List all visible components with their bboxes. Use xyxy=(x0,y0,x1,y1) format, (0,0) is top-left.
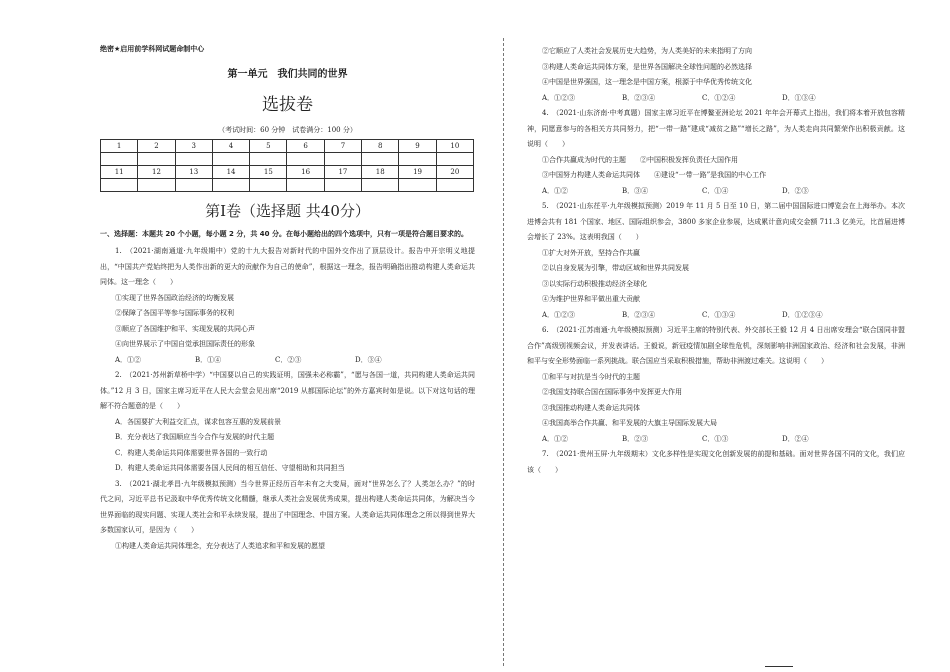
q5-option: ③以实际行动积极推动经济全球化 xyxy=(542,279,647,288)
answer-cell xyxy=(362,179,399,192)
answer-cell xyxy=(287,179,324,192)
q1-choice-b: B．①④ xyxy=(195,355,222,364)
answer-grid-number: 7 xyxy=(324,140,361,153)
q5-choices xyxy=(527,308,905,324)
q2-option: A．各国要扩大利益交汇点，谋求包容互惠的发展前景 xyxy=(115,417,282,426)
q5-choice-a: A．①②③ xyxy=(542,310,576,319)
answer-grid-number: 2 xyxy=(138,140,175,153)
q6-choices xyxy=(527,432,905,448)
q7-stem: 7. （2021·贵州玉屏·九年级期末）文化多样性是实现文化创新发展的前提和基础。面对世界各国不同的文化，我们应该（ ） xyxy=(527,450,905,474)
q1-option: ③顺应了各国维护和平、实现发展的共同心声 xyxy=(115,324,255,333)
q1-option: ④向世界展示了中国自觉承担国际责任的形象 xyxy=(115,340,255,348)
answer-cell xyxy=(287,153,324,166)
q5-option: ①扩大对外开放，坚持合作共赢 xyxy=(542,248,640,257)
q5-option: ④为维护世界和平做出重大贡献 xyxy=(542,295,640,303)
answer-grid-number: 13 xyxy=(175,166,212,179)
column-divider xyxy=(503,38,504,666)
answer-cell xyxy=(436,153,473,166)
answer-cell xyxy=(175,179,212,192)
part1-title: 第Ⅰ卷（选择题 共40分） xyxy=(205,202,370,220)
answer-grid-number: 5 xyxy=(250,140,287,153)
q6-option: ④我国高举合作共赢、和平发展的大旗主导国际发展大局 xyxy=(542,419,717,427)
q4-choice-b: B．③④ xyxy=(622,186,649,195)
answer-grid-blank-row-1 xyxy=(101,153,474,166)
unit-title: 第一单元 我们共同的世界 xyxy=(227,69,348,80)
q2-option: C．构建人类命运共同体需要世界各国的一致行动 xyxy=(115,448,268,457)
q1-stem: 1. （2021·湖南通道·九年级期中）党的十九大报告对新时代的中国外交作出了顶层设计。报告中开宗明义地提出，“中国共产党始终把为人类作出新的更大的贡献作为自己的使命”，根据这一理念，报告明确指出推动构建人类命运共同体。这一理念（ ） xyxy=(100,247,475,286)
answer-grid-number: 6 xyxy=(287,140,324,153)
q5-option: ②以自身发展为引擎，带动区域和世界共同发展 xyxy=(542,264,689,272)
q6-option: ②我国支持联合国在国际事务中发挥更大作用 xyxy=(542,388,682,396)
answer-grid-header-row-1 xyxy=(101,140,474,153)
q2-option: B．充分表达了我国顺应当今合作与发展的时代主题 xyxy=(115,433,275,441)
answer-cell xyxy=(362,153,399,166)
q1-option: ②保障了各国平等参与国际事务的权利 xyxy=(115,309,234,317)
answer-grid xyxy=(100,139,474,192)
q6-option: ①和平与对抗是当今时代的主题 xyxy=(542,372,640,381)
answer-cell xyxy=(212,179,249,192)
answer-cell xyxy=(175,153,212,166)
part1-instructions: 一、选择题：本题共 20 个小题，每小题 2 分，共 40 分。在每小题给出的四个选项中，只有一项是符合题目要求的。 xyxy=(100,230,468,238)
q3-option: ①构建人类命运共同体理念，充分表达了人类追求和平和发展的愿望 xyxy=(115,541,325,550)
answer-grid-number: 19 xyxy=(399,166,436,179)
answer-cell xyxy=(138,179,175,192)
answer-cell xyxy=(138,153,175,166)
answer-grid-number: 18 xyxy=(362,166,399,179)
q4-option: ①合作共赢成为时代的主题 ②中国积极发挥负责任大国作用 xyxy=(542,155,738,164)
q1-option: ①实现了世界各国政治经济的均衡发展 xyxy=(115,293,234,302)
q6-stem: 6. （2021·江苏南通·九年级模拟预测）习近平主席的特别代表、外交部长王毅 12 月 4 日出席安理会“联合国同非盟合作”高级别视频会议，并发表讲话。王毅说，新冠疫情加剧全球性危机，深刻影响非洲国家政治、经济和社会发展，非洲和平与安全形势面临一系列挑战。联合国应当采取积极措施，帮助非洲渡过难关。这说明（ ） xyxy=(527,326,905,365)
answer-grid-number: 10 xyxy=(436,140,473,153)
q5-stem: 5. （2021·山东茌平·九年级模拟预测）2019 年 11 月 5 日至 10 日，第二届中国国际进口博览会在上海举办。本次进博会共有 181 个国家、地区、国际组织参会，3800 多家企业参展，达成累计意向成交金额 711.3 亿美元，比首届进博会增长了 23%。这表明我国（ ） xyxy=(527,202,905,241)
answer-grid-number: 20 xyxy=(436,166,473,179)
q3-option: ③构建人类命运共同体方案，是世界各国解决全球性问题的必然选择 xyxy=(542,62,752,71)
q3-option: ④中国是世界强国，这一理念是中国方案，根源于中华优秀传统文化 xyxy=(542,78,752,86)
left-column xyxy=(100,44,475,554)
paper-type: 选拔卷 xyxy=(262,95,313,115)
answer-cell xyxy=(250,179,287,192)
q4-choice-a: A．①② xyxy=(542,186,569,195)
answer-cell xyxy=(399,153,436,166)
q3-option: ②它顺应了人类社会发展历史大趋势，为人类美好的未来指明了方向 xyxy=(542,47,752,55)
answer-grid-number: 14 xyxy=(212,166,249,179)
answer-cell xyxy=(436,179,473,192)
q3-choice-c: C．①②④ xyxy=(702,93,736,102)
answer-grid-number: 9 xyxy=(399,140,436,153)
q6-option: ③我国推动构建人类命运共同体 xyxy=(542,403,640,412)
answer-cell xyxy=(324,153,361,166)
q3-choice-d: D．①③④ xyxy=(782,93,816,102)
q3-stem: 3. （2021·湖北孝昌·九年级模拟预测）当今世界正经历百年未有之大变局，面对“世界怎么了？人类怎么办？”的时代之问，习近平总书记汲取中华优秀传统文化精髓，继承人类社会发展优秀成果，提出构建人类命运共同体，为解决当今世界面临的现实问题、实现人类社会和平永续发展，提出了中国理念、中国方案。人类命运共同体理念之所以得到世界大多数国家认可，是因为（ ） xyxy=(100,479,475,534)
answer-grid-number: 16 xyxy=(287,166,324,179)
q6-choice-b: B．②③ xyxy=(622,434,649,443)
q3-choice-a: A．①②③ xyxy=(542,93,576,102)
q3-choice-b: B．②③④ xyxy=(622,93,656,102)
answer-cell xyxy=(101,153,138,166)
answer-grid-number: 12 xyxy=(138,166,175,179)
q1-choice-d: D．③④ xyxy=(355,355,382,364)
q4-option: ③中国努力构建人类命运共同体 ④建设“一带一路”是我国的中心工作 xyxy=(542,171,767,179)
q5-choice-c: C．①③④ xyxy=(702,310,736,319)
answer-grid-number: 3 xyxy=(175,140,212,153)
q1-choices xyxy=(100,353,475,369)
answer-cell xyxy=(399,179,436,192)
exam-info: （考试时间：60 分钟 试卷满分：100 分） xyxy=(218,126,357,134)
q5-choice-d: D．①②③④ xyxy=(782,310,823,319)
answer-grid-number: 11 xyxy=(101,166,138,179)
q2-option: D．构建人类命运共同体需要各国人民间的相互信任、守望相助和共同担当 xyxy=(115,464,345,472)
answer-grid-number: 8 xyxy=(362,140,399,153)
q4-choice-c: C．①④ xyxy=(702,186,729,195)
answer-grid-number: 4 xyxy=(212,140,249,153)
q4-choices xyxy=(527,184,905,200)
q5-choice-b: B．②③④ xyxy=(622,310,656,319)
q1-choice-a: A．①② xyxy=(115,355,142,364)
q2-stem: 2. （2021·苏州新草桥中学）“中国要以自己的实践证明，国强未必称霸”，“愿与各国一道，共同构建人类命运共同体。”12 月 3 日，国家主席习近平在人民大会堂会见出席“2019 从都国际论坛”的外方嘉宾时如是说。以下对这句话的理解不符合题意的是（ ） xyxy=(100,371,475,410)
answer-grid-number: 15 xyxy=(250,166,287,179)
q4-stem: 4. （2021·山东济南·中考真题）国家主席习近平在博鳌亚洲论坛 2021 年年会开幕式上指出，我们将本着开放包容精神，同愿意参与的各相关方共同努力，把“一带一路”建成“减贫之路”“增长之路”，为人类走向共同繁荣作出积极贡献。这说明（ ） xyxy=(527,109,905,148)
answer-grid-header-row-2 xyxy=(101,166,474,179)
answer-grid-number: 17 xyxy=(324,166,361,179)
q6-choice-c: C．①③ xyxy=(702,434,729,443)
answer-grid-blank-row-2 xyxy=(101,179,474,192)
footer-rule xyxy=(765,666,793,667)
secret-label: 绝密★启用前学科网试题命制中心 xyxy=(100,45,205,53)
answer-cell xyxy=(101,179,138,192)
answer-cell xyxy=(324,179,361,192)
right-column xyxy=(527,44,905,478)
q6-choice-a: A．①② xyxy=(542,434,569,443)
q3-choices xyxy=(527,91,905,107)
q4-choice-d: D．②③ xyxy=(782,186,809,195)
q6-choice-d: D．②④ xyxy=(782,434,809,443)
answer-cell xyxy=(212,153,249,166)
q1-choice-c: C．②③ xyxy=(275,355,302,364)
answer-cell xyxy=(250,153,287,166)
answer-grid-number: 1 xyxy=(101,140,138,153)
